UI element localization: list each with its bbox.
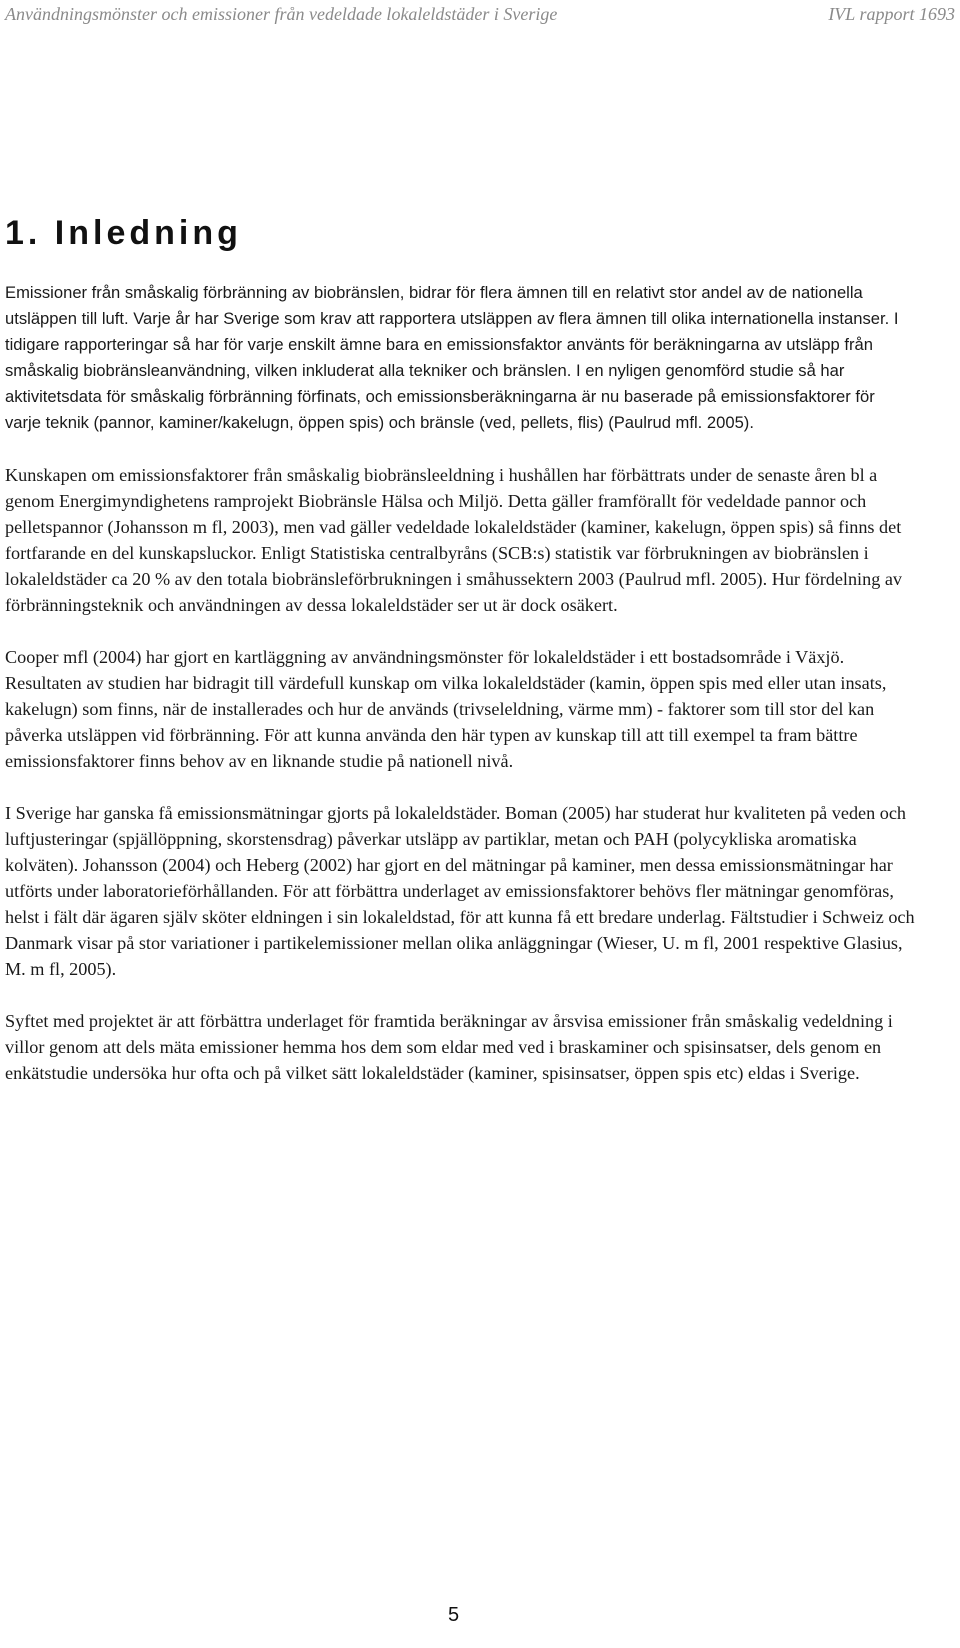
body-text [5, 280, 915, 1112]
paragraph-4: I Sverige har ganska få emissionsmätningar gjorts på lokaleldstäder. Boman (2005) har studerat hur kvaliteten på veden och luftjusteringar (spjällöppning, skorstensdrag) påverkar utsläpp av partiklar, metan och PAH (polycykliska aromatiska kolväten). Johansson (2004) och Heberg (2002) har gjort en del mätningar på kaminer, men dessa emissionsmätningar har utförts under laboratorieförhållanden. För att förbättra underlaget av emissionsfaktorer behövs fler mätningar genomföras, helst i fält där ägaren själv sköter eldningen i sin lokaleldstad, för att kunna få ett bredare underlag. Fältstudier i Schweiz och Danmark visar på stor variationer i partikelemissioner mellan olika anläggningar (Wieser, U. m fl, 2001 respektive Glasius, M. m fl, 2005). [5, 803, 915, 979]
paragraph-5: Syftet med projektet är att förbättra underlaget för framtida beräkningar av årsvisa emissioner från småskalig vedeldning i villor genom att dels mäta emissioner hemma hos dem som eldar med ved i braskaminer och spisinsatser, dels genom en enkätstudie undersöka hur ofta och på vilket sätt lokaleldstäder (kaminer, spisinsatser, öppen spis etc) eldas i Sverige. [5, 1011, 893, 1083]
paragraph-2: Kunskapen om emissionsfaktorer från småskalig biobränsleeldning i hushållen har förbättrats under de senaste åren bl a genom Energimyndighetens ramprojekt Biobränsle Hälsa och Miljö. Detta gäller framförallt för vedeldade pannor och pelletspannor (Johansson m fl, 2003), men vad gäller vedeldade lokaleldstäder (kaminer, kakelugn, öppen spis) så finns det fortfarande en del kunskapsluckor. Enligt Statistiska centralbyråns (SCB:s) statistik var förbrukningen av biobränslen i lokaleldstäder ca 20 % av den totala biobränsleförbrukningen i småhussektern 2003 (Paulrud mfl. 2005). Hur fördelning av förbränningsteknik och användningen av dessa lokaleldstäder ser ut är dock osäkert. [5, 465, 903, 615]
header-report-number: IVL rapport 1693 [828, 4, 955, 24]
running-header [5, 4, 955, 32]
header-report-title: Användningsmönster och emissioner från vedeldade lokaleldstäder i Sverige [5, 4, 558, 24]
page-number: 5 [448, 1604, 460, 1626]
section-heading: 1. Inledning [5, 214, 242, 252]
paragraph-1: Emissioner från småskalig förbränning av biobränslen, bidrar för flera ämnen till en relativt stor andel av de nationella utsläppen till luft. Varje år har Sverige som krav att rapportera utsläppen av flera ämnen till olika internationella instanser. I tidigare rapporteringar så har för varje enskilt ämne bara en emissionsfaktor använts för beräkningarna av utsläpp från småskalig biobränsleanvändning, vilken inkluderat alla tekniker och bränslen. I en nyligen genomförd studie så har aktivitetsdata för småskalig förbränning förfinats, och emissionsberäkningarna är nu baserade på emissionsfaktorer för varje teknik (pannor, kaminer/kakelugn, öppen spis) och bränsle (ved, pellets, flis) (Paulrud mfl. 2005). [5, 283, 899, 432]
paragraph-3: Cooper mfl (2004) har gjort en kartläggning av användningsmönster för lokaleldstäder i ett bostadsområde i Växjö. Resultaten av studien har bidragit till värdefull kunskap om vilka lokaleldstäder (kamin, öppen spis med eller utan insats, kakelugn) som finns, när de installerades och hur de används (trivseleldning, värme mm) - faktorer som till stor del kan påverka utsläppen vid förbränning. För att kunna använda den här typen av kunskap till att till exempel ta fram bättre emissionsfaktorer finns behov av en liknande studie på nationell nivå. [5, 647, 887, 771]
